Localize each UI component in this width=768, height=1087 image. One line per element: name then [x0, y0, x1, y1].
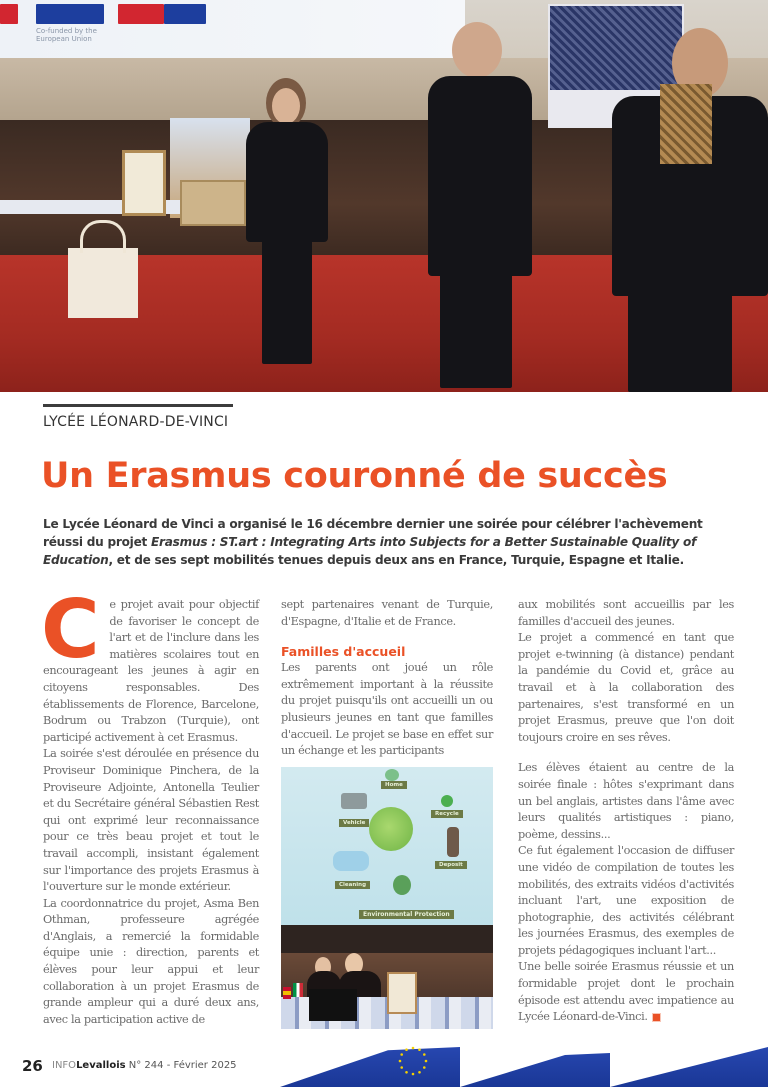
- publication-line: INFOLevallois N° 244 - Février 2025: [52, 1060, 237, 1071]
- recycle-icon: [441, 795, 453, 807]
- paragraph: La soirée s'est déroulée en présence du Proviseur Dominique Pinchera, de la Proviseure Adjointe, Antonella Teulier et du Secrétaire général Sébastien Rest qui ont exprimé leur reconnaissance pour ce très beau projet et tout le travail accompli, insistant également sur l'importance des projets Erasmus à l'ouverture sur le monde extérieur.: [43, 747, 259, 894]
- turkey-flag-icon: [118, 4, 164, 24]
- laptop: [309, 989, 357, 1021]
- person-face: [452, 22, 502, 78]
- picture-frame: [387, 972, 417, 1014]
- paragraph: La coordonnatrice du projet, Asma Ben Othman, professeure agrégée d'Anglais, a remercié la formidable équipe unie : direction, parents et élèves pour leur appui et leur collaboration à un projet Erasmus de grande ampleur qui a duré deux ans, avec la participation active de: [43, 896, 259, 1026]
- slide-label: Vehicle: [339, 819, 369, 827]
- people-icon: [333, 851, 369, 871]
- person-legs: [628, 290, 732, 392]
- person-man-center: [428, 76, 532, 276]
- eu-flag-icon: [36, 4, 104, 24]
- flag-icon: [0, 4, 18, 24]
- slide-label: Home: [381, 781, 407, 789]
- person-legs: [262, 236, 312, 364]
- projected-slide: [281, 767, 493, 925]
- earth-umbrella-icon: [393, 875, 411, 895]
- hero-photo: [0, 0, 768, 392]
- paragraph: Ce fut également l'occasion de diffuser une vidéo de compilation de toutes les mobilités, des extraits vidéos d'activités incluant l'art, une exposition de photographie, des activités célébrant les journées Erasmus, des exemples de projets pédagogiques incluant l'art...: [518, 844, 734, 957]
- slide-label: Cleaning: [335, 881, 370, 889]
- eu-stars-icon: [396, 1044, 430, 1078]
- article-column-3: [518, 597, 734, 1026]
- article-column-1: [41, 583, 259, 1028]
- slide-label: Deposit: [435, 861, 467, 869]
- section-rule: [43, 404, 233, 407]
- inline-photo: [281, 767, 493, 1029]
- paragraph: aux mobilités sont accueillis par les familles d'accueil des jeunes.: [518, 598, 734, 628]
- tote-bag: [68, 248, 138, 318]
- paragraph: sept partenaires venant de Turquie, d'Espagne, d'Italie et de France.: [281, 598, 493, 628]
- person-face: [272, 88, 300, 124]
- tv-model: [180, 180, 246, 226]
- issue-info: N° 244 - Février 2025: [125, 1060, 237, 1071]
- projection-screen: [0, 0, 465, 60]
- ribbon-wave: [280, 1047, 460, 1087]
- slide-label: Recycle: [431, 810, 463, 818]
- end-mark-icon: [652, 1013, 661, 1022]
- project-title: Erasmus : ST.art : Integrating Arts into Subjects for a Better Sustainable Quality of Education: [43, 535, 697, 567]
- page-number: 26: [22, 1057, 43, 1075]
- globe-icon: [369, 807, 413, 851]
- truck-icon: [341, 793, 367, 809]
- paragraph: Une belle soirée Erasmus réussie et un formidable projet dont le prochain épisode est attendu avec impatience au Lycée Léonard-de-Vinci.: [518, 960, 734, 1024]
- ribbon-wave: [460, 1047, 610, 1087]
- person-legs: [440, 270, 512, 388]
- ribbon-wave: [610, 1047, 768, 1087]
- person-bin-icon: [447, 827, 459, 857]
- picture-frame: [122, 150, 166, 216]
- spain-flag-icon: [283, 987, 291, 999]
- article-column-2: [281, 597, 493, 760]
- stage: [281, 925, 493, 953]
- cofund-caption: Co-funded by the European Union: [36, 27, 97, 43]
- house-icon: [385, 769, 399, 781]
- paragraph: e projet avait pour objectif de favoriser le concept de l'art et de l'inclure dans les matières scolaires tout en encourageant les jeunes à agir en citoyens responsables. Des établissements de Florence, Barcelone, Bodrum ou Trabzon (Turquie), ont participé activement à cet Erasmus.: [43, 598, 259, 744]
- subheading: Familles d'accueil: [281, 644, 406, 660]
- section-kicker: LYCÉE LÉONARD-DE-VINCI: [43, 414, 229, 430]
- publication-brand: Levallois: [76, 1060, 126, 1071]
- slide-label: Environmental Protection: [359, 910, 454, 919]
- person-woman: [246, 122, 328, 242]
- drop-cap: C: [41, 583, 100, 676]
- italy-flag-icon: [293, 983, 303, 997]
- article-lead: Le Lycée Léonard de Vinci a organisé le 16 décembre dernier une soirée pour célébrer l'achèvement réussi du projet Erasmus : ST.art : Integrating Arts into Subjects for a Better Sustainable Quality of Education, et de ses sept mobilités tenues depuis deux ans en France, Turquie, Espagne et Italie.: [43, 517, 703, 567]
- paragraph: Les élèves étaient au centre de la soirée finale : hôtes s'exprimant dans un bel anglais, artistes dans l'âme avec leurs qualités artistiques : piano, poème, dessins...: [518, 761, 734, 841]
- article-headline: Un Erasmus couronné de succès: [41, 456, 668, 496]
- scarf: [660, 84, 712, 164]
- eu-flag-icon: [164, 4, 206, 24]
- paragraph: Le projet a commencé en tant que projet e-twinning (à distance) pendant la pandémie du Covid et, grâce au travail et à la collaboration des partenaires, s'est transformé en un projet Erasmus, preuve que l'on doit toujours croire en ses rêves.: [518, 631, 734, 744]
- paragraph: Les parents ont joué un rôle extrêmement important à la réussite du projet puisqu'ils ont accueilli un ou plusieurs jeunes en tant que familles d'accueil. Le projet se base en effet sur un échange et les participants: [281, 661, 493, 758]
